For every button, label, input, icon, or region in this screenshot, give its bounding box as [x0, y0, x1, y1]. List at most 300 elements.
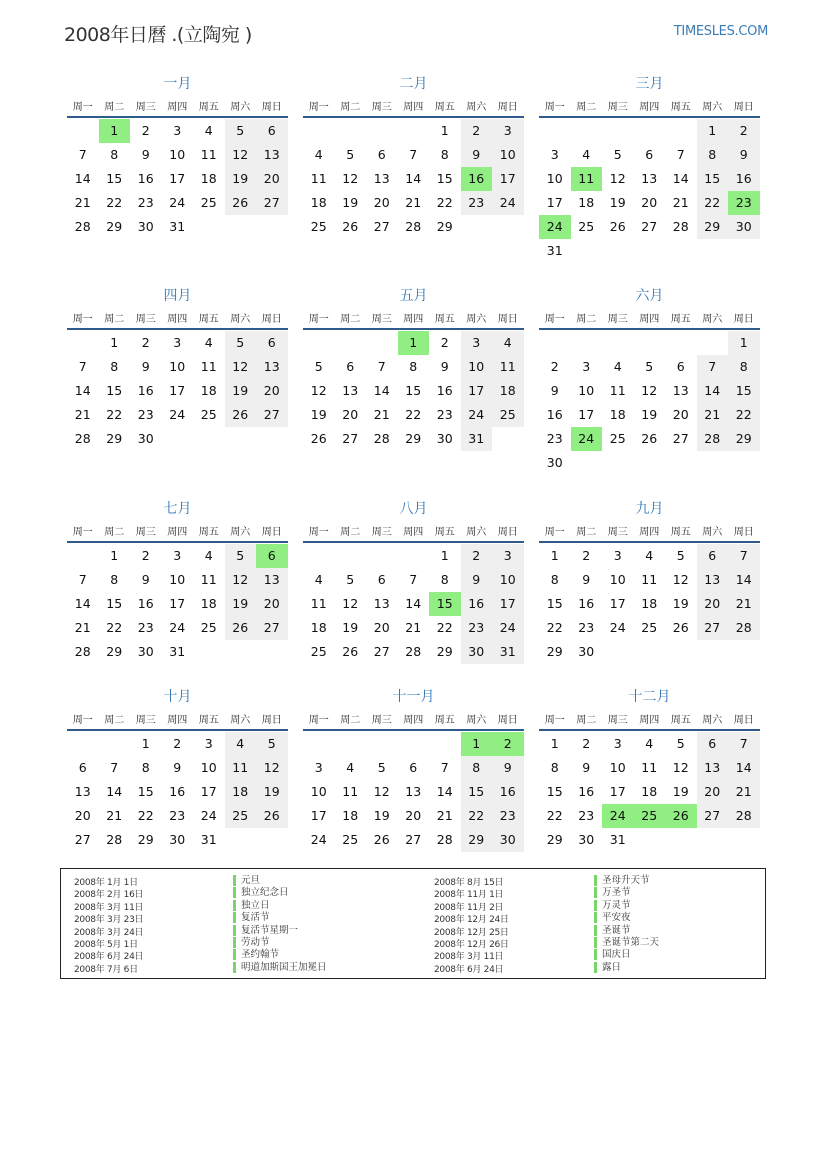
holiday-day-cell[interactable]: 26 — [665, 804, 697, 828]
day-cell[interactable]: 7 — [78, 147, 87, 162]
day-cell[interactable]: 3 — [613, 548, 622, 563]
day-cell[interactable]: 21 — [436, 808, 453, 823]
day-cell[interactable]: 18 — [310, 195, 327, 210]
day-cell[interactable]: 6 — [697, 732, 729, 756]
day-cell[interactable]: 19 — [672, 596, 689, 611]
day-cell[interactable]: 5 — [256, 732, 288, 756]
day-cell[interactable]: 7 — [728, 732, 760, 756]
day-cell[interactable]: 11 — [200, 147, 217, 162]
day-cell[interactable]: 24 — [492, 191, 524, 215]
day-cell[interactable]: 18 — [578, 195, 595, 210]
day-cell[interactable]: 28 — [728, 804, 760, 828]
day-cell[interactable]: 19 — [609, 195, 626, 210]
day-cell[interactable]: 18 — [200, 383, 217, 398]
day-cell[interactable]: 11 — [492, 355, 524, 379]
day-cell[interactable]: 29 — [546, 644, 563, 659]
day-cell[interactable]: 31 — [169, 219, 186, 234]
day-cell[interactable]: 8 — [440, 147, 449, 162]
day-cell[interactable]: 15 — [546, 596, 563, 611]
day-cell[interactable]: 2 — [550, 359, 559, 374]
day-cell[interactable]: 14 — [405, 171, 422, 186]
day-cell[interactable]: 21 — [672, 195, 689, 210]
day-cell[interactable]: 23 — [578, 808, 595, 823]
day-cell[interactable]: 14 — [728, 756, 760, 780]
day-cell[interactable]: 22 — [697, 191, 729, 215]
day-cell[interactable]: 14 — [74, 383, 91, 398]
day-cell[interactable]: 17 — [492, 167, 524, 191]
day-cell[interactable]: 20 — [373, 620, 390, 635]
day-cell[interactable]: 9 — [728, 143, 760, 167]
day-cell[interactable]: 25 — [492, 403, 524, 427]
holiday-day-cell[interactable]: 15 — [429, 592, 461, 616]
day-cell[interactable]: 11 — [310, 171, 327, 186]
day-cell[interactable]: 16 — [728, 167, 760, 191]
day-cell[interactable]: 1 — [697, 119, 729, 143]
day-cell[interactable]: 24 — [200, 808, 217, 823]
day-cell[interactable]: 29 — [137, 832, 154, 847]
day-cell[interactable]: 24 — [169, 620, 186, 635]
day-cell[interactable]: 27 — [74, 832, 91, 847]
day-cell[interactable]: 23 — [578, 620, 595, 635]
day-cell[interactable]: 9 — [141, 147, 150, 162]
day-cell[interactable]: 3 — [582, 359, 591, 374]
day-cell[interactable]: 30 — [461, 640, 493, 664]
day-cell[interactable]: 19 — [342, 620, 359, 635]
day-cell[interactable]: 23 — [461, 191, 493, 215]
day-cell[interactable]: 23 — [492, 804, 524, 828]
day-cell[interactable]: 27 — [342, 431, 359, 446]
day-cell[interactable]: 13 — [405, 784, 422, 799]
day-cell[interactable]: 22 — [546, 808, 563, 823]
day-cell[interactable]: 26 — [342, 219, 359, 234]
day-cell[interactable]: 1 — [440, 548, 449, 563]
day-cell[interactable]: 28 — [728, 616, 760, 640]
day-cell[interactable]: 20 — [405, 808, 422, 823]
day-cell[interactable]: 31 — [169, 644, 186, 659]
day-cell[interactable]: 29 — [697, 215, 729, 239]
day-cell[interactable]: 3 — [204, 736, 213, 751]
day-cell[interactable]: 14 — [728, 568, 760, 592]
day-cell[interactable]: 18 — [342, 808, 359, 823]
day-cell[interactable]: 26 — [225, 191, 257, 215]
day-cell[interactable]: 5 — [377, 760, 386, 775]
day-cell[interactable]: 25 — [578, 219, 595, 234]
day-cell[interactable]: 7 — [78, 572, 87, 587]
day-cell[interactable]: 24 — [492, 616, 524, 640]
day-cell[interactable]: 7 — [377, 359, 386, 374]
day-cell[interactable]: 3 — [314, 760, 323, 775]
day-cell[interactable]: 3 — [461, 331, 493, 355]
day-cell[interactable]: 13 — [697, 756, 729, 780]
day-cell[interactable]: 12 — [342, 596, 359, 611]
holiday-day-cell[interactable]: 1 — [99, 119, 131, 143]
day-cell[interactable]: 22 — [546, 620, 563, 635]
day-cell[interactable]: 13 — [256, 143, 288, 167]
brand-logo-text[interactable]: TIMESLES.COM — [673, 24, 768, 39]
day-cell[interactable]: 3 — [173, 335, 182, 350]
day-cell[interactable]: 12 — [310, 383, 327, 398]
day-cell[interactable]: 23 — [137, 620, 154, 635]
day-cell[interactable]: 10 — [461, 355, 493, 379]
day-cell[interactable]: 31 — [546, 243, 563, 258]
day-cell[interactable]: 19 — [225, 167, 257, 191]
day-cell[interactable]: 20 — [672, 407, 689, 422]
day-cell[interactable]: 5 — [225, 544, 257, 568]
day-cell[interactable]: 12 — [225, 355, 257, 379]
day-cell[interactable]: 22 — [728, 403, 760, 427]
day-cell[interactable]: 10 — [169, 572, 186, 587]
day-cell[interactable]: 26 — [256, 804, 288, 828]
day-cell[interactable]: 25 — [342, 832, 359, 847]
day-cell[interactable]: 17 — [578, 407, 595, 422]
day-cell[interactable]: 30 — [169, 832, 186, 847]
day-cell[interactable]: 25 — [641, 620, 658, 635]
holiday-day-cell[interactable]: 1 — [461, 732, 493, 756]
day-cell[interactable]: 30 — [578, 644, 595, 659]
day-cell[interactable]: 19 — [641, 407, 658, 422]
day-cell[interactable]: 3 — [492, 544, 524, 568]
day-cell[interactable]: 29 — [436, 219, 453, 234]
day-cell[interactable]: 7 — [440, 760, 449, 775]
day-cell[interactable]: 18 — [641, 596, 658, 611]
day-cell[interactable]: 21 — [405, 195, 422, 210]
day-cell[interactable]: 14 — [672, 171, 689, 186]
day-cell[interactable]: 14 — [697, 379, 729, 403]
day-cell[interactable]: 29 — [546, 832, 563, 847]
day-cell[interactable]: 16 — [169, 784, 186, 799]
holiday-day-cell[interactable]: 24 — [539, 215, 571, 239]
day-cell[interactable]: 31 — [609, 832, 626, 847]
day-cell[interactable]: 16 — [436, 383, 453, 398]
day-cell[interactable]: 1 — [440, 123, 449, 138]
day-cell[interactable]: 13 — [256, 568, 288, 592]
day-cell[interactable]: 16 — [492, 780, 524, 804]
day-cell[interactable]: 6 — [377, 572, 386, 587]
day-cell[interactable]: 11 — [200, 359, 217, 374]
day-cell[interactable]: 2 — [440, 335, 449, 350]
day-cell[interactable]: 2 — [582, 736, 591, 751]
day-cell[interactable]: 24 — [310, 832, 327, 847]
day-cell[interactable]: 25 — [200, 407, 217, 422]
day-cell[interactable]: 29 — [728, 427, 760, 451]
day-cell[interactable]: 15 — [405, 383, 422, 398]
day-cell[interactable]: 15 — [697, 167, 729, 191]
day-cell[interactable]: 28 — [405, 219, 422, 234]
day-cell[interactable]: 19 — [310, 407, 327, 422]
day-cell[interactable]: 12 — [672, 572, 689, 587]
day-cell[interactable]: 6 — [78, 760, 87, 775]
day-cell[interactable]: 4 — [204, 123, 213, 138]
day-cell[interactable]: 25 — [609, 431, 626, 446]
day-cell[interactable]: 2 — [141, 335, 150, 350]
day-cell[interactable]: 5 — [613, 147, 622, 162]
day-cell[interactable]: 28 — [672, 219, 689, 234]
day-cell[interactable]: 13 — [256, 355, 288, 379]
day-cell[interactable]: 1 — [110, 335, 119, 350]
day-cell[interactable]: 15 — [106, 596, 123, 611]
day-cell[interactable]: 27 — [373, 219, 390, 234]
day-cell[interactable]: 30 — [578, 832, 595, 847]
day-cell[interactable]: 17 — [310, 808, 327, 823]
day-cell[interactable]: 15 — [436, 171, 453, 186]
day-cell[interactable]: 4 — [645, 736, 654, 751]
day-cell[interactable]: 3 — [613, 736, 622, 751]
day-cell[interactable]: 6 — [346, 359, 355, 374]
day-cell[interactable]: 19 — [256, 780, 288, 804]
day-cell[interactable]: 31 — [200, 832, 217, 847]
day-cell[interactable]: 10 — [310, 784, 327, 799]
day-cell[interactable]: 17 — [546, 195, 563, 210]
day-cell[interactable]: 5 — [676, 736, 685, 751]
day-cell[interactable]: 25 — [225, 804, 257, 828]
day-cell[interactable]: 28 — [74, 431, 91, 446]
day-cell[interactable]: 5 — [346, 147, 355, 162]
day-cell[interactable]: 16 — [137, 383, 154, 398]
day-cell[interactable]: 20 — [697, 592, 729, 616]
day-cell[interactable]: 8 — [110, 147, 119, 162]
day-cell[interactable]: 17 — [609, 784, 626, 799]
day-cell[interactable]: 24 — [609, 620, 626, 635]
day-cell[interactable]: 30 — [492, 828, 524, 852]
day-cell[interactable]: 21 — [74, 620, 91, 635]
day-cell[interactable]: 17 — [461, 379, 493, 403]
day-cell[interactable]: 21 — [74, 195, 91, 210]
day-cell[interactable]: 22 — [461, 804, 493, 828]
day-cell[interactable]: 28 — [405, 644, 422, 659]
day-cell[interactable]: 4 — [204, 548, 213, 563]
day-cell[interactable]: 19 — [672, 784, 689, 799]
day-cell[interactable]: 26 — [373, 832, 390, 847]
day-cell[interactable]: 19 — [225, 379, 257, 403]
day-cell[interactable]: 5 — [314, 359, 323, 374]
day-cell[interactable]: 27 — [256, 616, 288, 640]
day-cell[interactable]: 5 — [676, 548, 685, 563]
day-cell[interactable]: 16 — [137, 596, 154, 611]
day-cell[interactable]: 10 — [492, 568, 524, 592]
day-cell[interactable]: 20 — [256, 167, 288, 191]
day-cell[interactable]: 21 — [728, 592, 760, 616]
day-cell[interactable]: 13 — [641, 171, 658, 186]
day-cell[interactable]: 30 — [137, 219, 154, 234]
day-cell[interactable]: 14 — [436, 784, 453, 799]
day-cell[interactable]: 7 — [110, 760, 119, 775]
day-cell[interactable]: 23 — [169, 808, 186, 823]
day-cell[interactable]: 2 — [728, 119, 760, 143]
day-cell[interactable]: 7 — [697, 355, 729, 379]
day-cell[interactable]: 23 — [436, 407, 453, 422]
day-cell[interactable]: 21 — [74, 407, 91, 422]
day-cell[interactable]: 27 — [373, 644, 390, 659]
day-cell[interactable]: 18 — [200, 596, 217, 611]
day-cell[interactable]: 12 — [672, 760, 689, 775]
day-cell[interactable]: 9 — [550, 383, 559, 398]
day-cell[interactable]: 10 — [169, 359, 186, 374]
holiday-day-cell[interactable]: 24 — [571, 427, 603, 451]
day-cell[interactable]: 10 — [200, 760, 217, 775]
day-cell[interactable]: 8 — [409, 359, 418, 374]
day-cell[interactable]: 20 — [342, 407, 359, 422]
day-cell[interactable]: 12 — [256, 756, 288, 780]
day-cell[interactable]: 11 — [342, 784, 359, 799]
day-cell[interactable]: 20 — [74, 808, 91, 823]
day-cell[interactable]: 7 — [728, 544, 760, 568]
day-cell[interactable]: 21 — [697, 403, 729, 427]
day-cell[interactable]: 19 — [342, 195, 359, 210]
day-cell[interactable]: 27 — [697, 804, 729, 828]
day-cell[interactable]: 4 — [613, 359, 622, 374]
day-cell[interactable]: 12 — [225, 143, 257, 167]
day-cell[interactable]: 15 — [106, 383, 123, 398]
day-cell[interactable]: 11 — [200, 572, 217, 587]
day-cell[interactable]: 2 — [141, 548, 150, 563]
day-cell[interactable]: 20 — [256, 379, 288, 403]
day-cell[interactable]: 22 — [436, 195, 453, 210]
day-cell[interactable]: 4 — [314, 572, 323, 587]
day-cell[interactable]: 14 — [106, 784, 123, 799]
day-cell[interactable]: 8 — [728, 355, 760, 379]
day-cell[interactable]: 1 — [110, 548, 119, 563]
day-cell[interactable]: 4 — [492, 331, 524, 355]
day-cell[interactable]: 6 — [256, 331, 288, 355]
day-cell[interactable]: 3 — [173, 548, 182, 563]
day-cell[interactable]: 15 — [546, 784, 563, 799]
day-cell[interactable]: 23 — [137, 407, 154, 422]
day-cell[interactable]: 26 — [225, 403, 257, 427]
day-cell[interactable]: 18 — [225, 780, 257, 804]
day-cell[interactable]: 17 — [169, 383, 186, 398]
day-cell[interactable]: 12 — [225, 568, 257, 592]
day-cell[interactable]: 8 — [110, 359, 119, 374]
day-cell[interactable]: 29 — [106, 219, 123, 234]
day-cell[interactable]: 17 — [200, 784, 217, 799]
day-cell[interactable]: 1 — [550, 548, 559, 563]
day-cell[interactable]: 4 — [645, 548, 654, 563]
holiday-day-cell[interactable]: 16 — [461, 167, 493, 191]
day-cell[interactable]: 13 — [672, 383, 689, 398]
day-cell[interactable]: 8 — [440, 572, 449, 587]
day-cell[interactable]: 9 — [461, 568, 493, 592]
day-cell[interactable]: 17 — [609, 596, 626, 611]
day-cell[interactable]: 4 — [582, 147, 591, 162]
day-cell[interactable]: 26 — [310, 431, 327, 446]
day-cell[interactable]: 29 — [436, 644, 453, 659]
day-cell[interactable]: 22 — [137, 808, 154, 823]
day-cell[interactable]: 25 — [200, 620, 217, 635]
day-cell[interactable]: 25 — [310, 644, 327, 659]
day-cell[interactable]: 9 — [141, 572, 150, 587]
day-cell[interactable]: 22 — [106, 195, 123, 210]
holiday-day-cell[interactable]: 1 — [398, 331, 430, 355]
day-cell[interactable]: 16 — [546, 407, 563, 422]
day-cell[interactable]: 30 — [728, 215, 760, 239]
day-cell[interactable]: 7 — [409, 572, 418, 587]
day-cell[interactable]: 2 — [461, 544, 493, 568]
day-cell[interactable]: 12 — [641, 383, 658, 398]
day-cell[interactable]: 11 — [641, 572, 658, 587]
day-cell[interactable]: 6 — [697, 544, 729, 568]
day-cell[interactable]: 14 — [405, 596, 422, 611]
day-cell[interactable]: 29 — [405, 431, 422, 446]
day-cell[interactable]: 9 — [141, 359, 150, 374]
day-cell[interactable]: 9 — [582, 760, 591, 775]
day-cell[interactable]: 9 — [173, 760, 182, 775]
day-cell[interactable]: 28 — [697, 427, 729, 451]
day-cell[interactable]: 1 — [141, 736, 150, 751]
day-cell[interactable]: 11 — [225, 756, 257, 780]
day-cell[interactable]: 10 — [609, 760, 626, 775]
holiday-day-cell[interactable]: 25 — [634, 804, 666, 828]
day-cell[interactable]: 15 — [137, 784, 154, 799]
day-cell[interactable]: 18 — [492, 379, 524, 403]
day-cell[interactable]: 18 — [310, 620, 327, 635]
day-cell[interactable]: 5 — [645, 359, 654, 374]
day-cell[interactable]: 13 — [74, 784, 91, 799]
day-cell[interactable]: 29 — [461, 828, 493, 852]
day-cell[interactable]: 16 — [578, 784, 595, 799]
day-cell[interactable]: 30 — [137, 644, 154, 659]
day-cell[interactable]: 25 — [310, 219, 327, 234]
day-cell[interactable]: 26 — [672, 620, 689, 635]
day-cell[interactable]: 30 — [436, 431, 453, 446]
day-cell[interactable]: 20 — [373, 195, 390, 210]
day-cell[interactable]: 28 — [436, 832, 453, 847]
day-cell[interactable]: 27 — [697, 616, 729, 640]
day-cell[interactable]: 30 — [137, 431, 154, 446]
day-cell[interactable]: 24 — [169, 195, 186, 210]
day-cell[interactable]: 13 — [342, 383, 359, 398]
day-cell[interactable]: 14 — [74, 171, 91, 186]
day-cell[interactable]: 15 — [461, 780, 493, 804]
day-cell[interactable]: 27 — [405, 832, 422, 847]
day-cell[interactable]: 18 — [200, 171, 217, 186]
day-cell[interactable]: 5 — [346, 572, 355, 587]
day-cell[interactable]: 28 — [74, 644, 91, 659]
day-cell[interactable]: 26 — [641, 431, 658, 446]
day-cell[interactable]: 8 — [461, 756, 493, 780]
day-cell[interactable]: 9 — [440, 359, 449, 374]
day-cell[interactable]: 28 — [106, 832, 123, 847]
day-cell[interactable]: 4 — [346, 760, 355, 775]
day-cell[interactable]: 2 — [461, 119, 493, 143]
day-cell[interactable]: 11 — [609, 383, 626, 398]
day-cell[interactable]: 6 — [256, 119, 288, 143]
day-cell[interactable]: 18 — [609, 407, 626, 422]
day-cell[interactable]: 30 — [546, 455, 563, 470]
day-cell[interactable]: 13 — [373, 171, 390, 186]
day-cell[interactable]: 12 — [609, 171, 626, 186]
day-cell[interactable]: 10 — [169, 147, 186, 162]
day-cell[interactable]: 9 — [582, 572, 591, 587]
day-cell[interactable]: 9 — [461, 143, 493, 167]
day-cell[interactable]: 5 — [225, 331, 257, 355]
holiday-day-cell[interactable]: 23 — [728, 191, 760, 215]
day-cell[interactable]: 6 — [377, 147, 386, 162]
day-cell[interactable]: 29 — [106, 644, 123, 659]
day-cell[interactable]: 17 — [492, 592, 524, 616]
day-cell[interactable]: 23 — [546, 431, 563, 446]
day-cell[interactable]: 10 — [578, 383, 595, 398]
day-cell[interactable]: 10 — [609, 572, 626, 587]
day-cell[interactable]: 24 — [169, 407, 186, 422]
day-cell[interactable]: 12 — [373, 784, 390, 799]
holiday-day-cell[interactable]: 2 — [492, 732, 524, 756]
day-cell[interactable]: 5 — [225, 119, 257, 143]
day-cell[interactable]: 20 — [697, 780, 729, 804]
day-cell[interactable]: 23 — [137, 195, 154, 210]
day-cell[interactable]: 26 — [225, 616, 257, 640]
day-cell[interactable]: 14 — [373, 383, 390, 398]
day-cell[interactable]: 1 — [728, 331, 760, 355]
